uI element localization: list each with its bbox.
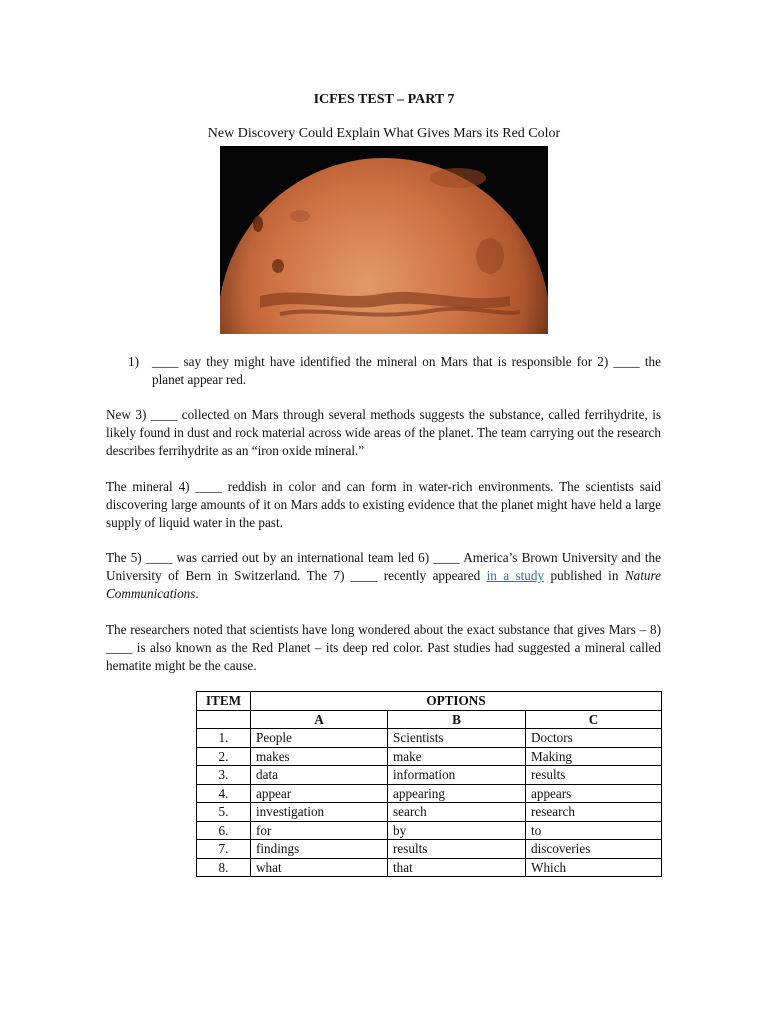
study-link[interactable]: in a study: [486, 568, 545, 583]
paragraph-2: New 3) ____ collected on Mars through several methods suggests the substance, called ferrihydrite, is likely found in dust and rock material across wide areas of the planet. The team carrying out the research describes ferrihydrite as an “iron oxide mineral.”: [106, 407, 661, 458]
mars-image: [220, 146, 548, 334]
journal-name: Nature Communications: [106, 568, 661, 601]
paragraph-4: [106, 549, 661, 603]
option-c: results: [526, 766, 662, 785]
paragraph-3: The mineral 4) ____ reddish in color and can form in water-rich environments. The scientists said discovering large amounts of it on Mars adds to existing evidence that the planet might have held a large supply of liquid water in the past.: [106, 479, 661, 530]
option-b: that: [388, 858, 526, 877]
option-a: appear: [251, 784, 388, 803]
paragraph-4-text-middle: published in: [544, 568, 625, 583]
option-b: search: [388, 803, 526, 822]
option-a: what: [251, 858, 388, 877]
option-a: People: [251, 729, 388, 748]
table-row: [197, 858, 662, 877]
option-b: Scientists: [388, 729, 526, 748]
options-table: [196, 691, 662, 877]
article-headline: New Discovery Could Explain What Gives Mars its Red Color: [207, 126, 561, 141]
option-b: by: [388, 821, 526, 840]
option-c: discoveries: [526, 840, 662, 859]
option-b: results: [388, 840, 526, 859]
header-col-c: C: [526, 710, 662, 729]
option-a: for: [251, 821, 388, 840]
header-col-a: A: [251, 710, 388, 729]
paragraph-5: The researchers noted that scientists have long wondered about the exact substance that gives Mars – 8) ____ is also known as the Red Planet – its deep red color. Past studies had suggested a mineral called hematite might be the cause.: [106, 622, 661, 673]
table-row: [197, 747, 662, 766]
option-a: makes: [251, 747, 388, 766]
option-a: findings: [251, 840, 388, 859]
item-number: 6.: [197, 821, 251, 840]
header-options: OPTIONS: [251, 692, 662, 711]
table-row: [197, 784, 662, 803]
item-number: 1.: [197, 729, 251, 748]
option-b: appearing: [388, 784, 526, 803]
header-blank: [197, 710, 251, 729]
question-1-text: ____ say they might have identified the mineral on Mars that is responsible for 2) ____ the planet appear red.: [152, 354, 661, 387]
option-c: Doctors: [526, 729, 662, 748]
header-col-b: B: [388, 710, 526, 729]
header-item: ITEM: [197, 692, 251, 711]
item-number: 4.: [197, 784, 251, 803]
option-a: data: [251, 766, 388, 785]
table-row: [197, 840, 662, 859]
list-number: 1): [128, 354, 139, 369]
option-c: research: [526, 803, 662, 822]
option-c: to: [526, 821, 662, 840]
paragraph-4-end: .: [195, 586, 199, 601]
item-number: 7.: [197, 840, 251, 859]
page-title: ICFES TEST – PART 7: [313, 92, 455, 107]
table-row: [197, 821, 662, 840]
item-number: 5.: [197, 803, 251, 822]
option-b: make: [388, 747, 526, 766]
item-number: 3.: [197, 766, 251, 785]
option-c: appears: [526, 784, 662, 803]
item-number: 8.: [197, 858, 251, 877]
item-number: 2.: [197, 747, 251, 766]
question-1-paragraph: [128, 353, 661, 389]
option-b: information: [388, 766, 526, 785]
paragraph-4-text: The 5) ____ was carried out by an international team led 6) ____ America’s Brown University and the University of Bern in Switzerland. The 7) ____ recently appeared: [106, 550, 661, 583]
option-a: investigation: [251, 803, 388, 822]
option-c: Which: [526, 858, 662, 877]
table-row: [197, 729, 662, 748]
table-row: [197, 766, 662, 785]
option-c: Making: [526, 747, 662, 766]
table-row: [197, 803, 662, 822]
